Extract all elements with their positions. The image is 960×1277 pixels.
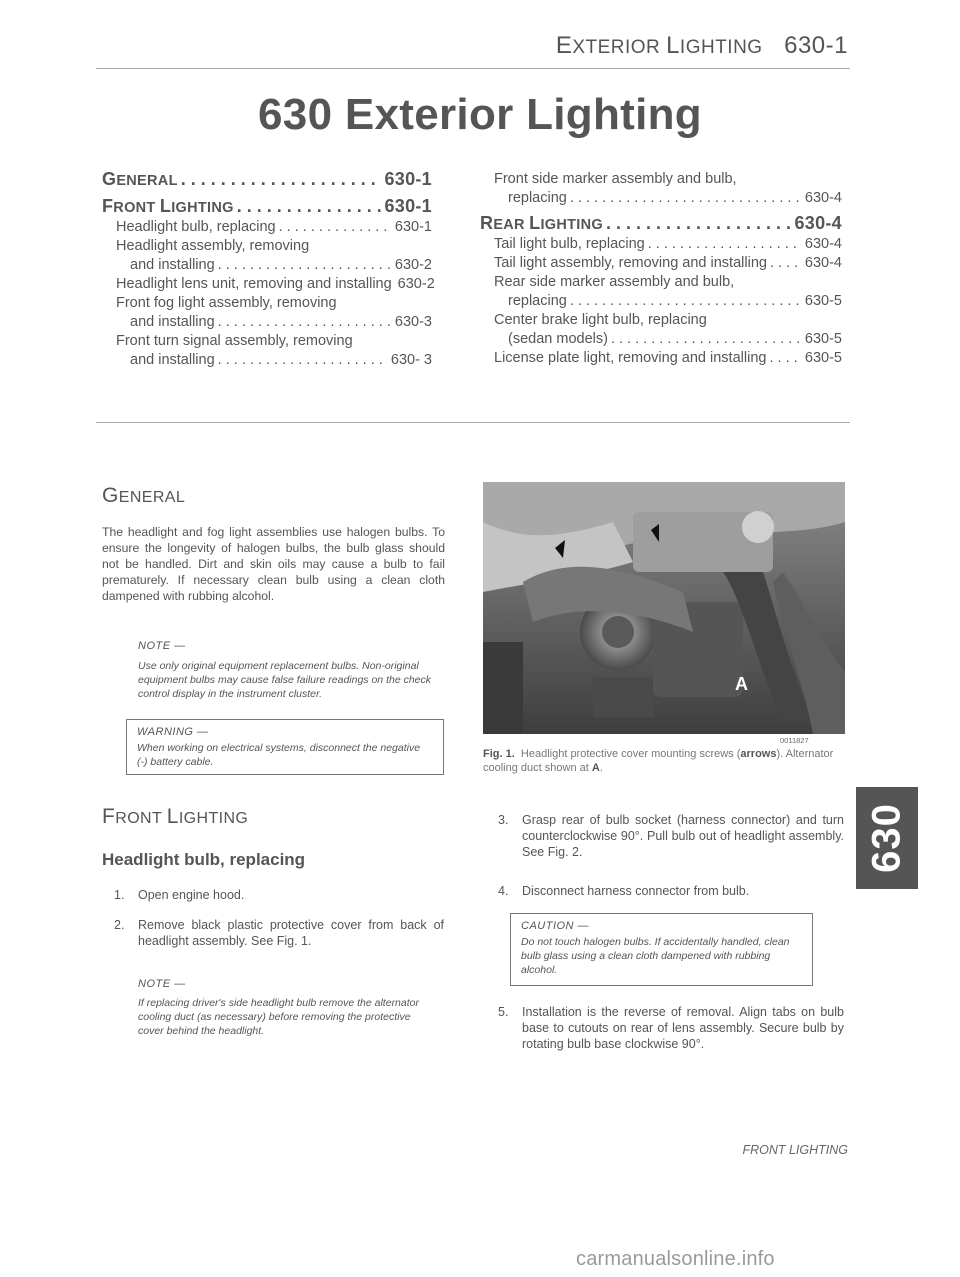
toc-page-number: 630-5 <box>804 331 842 347</box>
toc-entry-text: Tail light assembly, removing and installing <box>494 255 767 271</box>
heading-cap: G <box>102 169 117 189</box>
toc-entry <box>102 294 432 332</box>
toc-entry <box>102 332 432 370</box>
step-2 <box>114 917 444 949</box>
toc-line <box>494 349 842 368</box>
toc-entry <box>480 349 842 368</box>
toc-entry <box>480 254 842 273</box>
heading-small: RONT <box>115 810 167 827</box>
toc-entry <box>102 218 432 237</box>
toc-entry-text: (sedan models) <box>508 331 608 347</box>
toc-entry-text: Rear side marker assembly and bulb, <box>494 274 735 290</box>
heading-cap: L <box>159 196 172 216</box>
toc-entry-text: and installing <box>130 314 215 330</box>
step-3 <box>498 812 844 860</box>
heading-small: ENERAL <box>118 489 186 506</box>
engine-bay-photo <box>483 482 845 734</box>
toc-line <box>116 332 432 351</box>
heading-cap: L <box>166 805 179 828</box>
toc-line <box>116 313 432 332</box>
front-lighting-heading <box>102 805 248 829</box>
caption-bold: arrows <box>740 748 777 760</box>
caption-text: Headlight protective cover mounting screws ( <box>520 748 741 760</box>
toc-left-column <box>102 169 435 370</box>
caption-bold: A <box>591 762 600 774</box>
toc-line <box>494 170 842 189</box>
step-1 <box>114 887 444 903</box>
heading-cap: F <box>102 805 116 828</box>
step-number: 2. <box>114 918 125 932</box>
toc-page-number: 630-4 <box>804 236 842 252</box>
toc-line <box>494 330 842 349</box>
running-header <box>556 32 848 60</box>
running-title-small: IGHTING <box>679 37 763 58</box>
toc-right-column <box>480 170 842 368</box>
toc-page-number: 630-5 <box>804 350 842 366</box>
heading-cap: R <box>480 213 494 233</box>
heading-small: IGHTING <box>171 200 234 216</box>
toc-page-number: 630-2 <box>397 276 435 292</box>
toc-leader-dots <box>279 218 392 237</box>
headlight-bulb-subheading: Headlight bulb, replacing <box>102 850 306 869</box>
page-number: 630-1 <box>784 32 848 59</box>
toc-line <box>116 275 435 294</box>
toc-section-heading <box>480 214 842 235</box>
toc-leader-dots <box>611 330 802 349</box>
toc-line <box>494 311 842 330</box>
toc-section-heading <box>102 170 432 191</box>
toc-page-number: 630-2 <box>394 257 432 273</box>
heading-cap: L <box>529 213 541 233</box>
toc-leader-dots <box>570 189 802 208</box>
toc-entry-text: replacing <box>508 190 567 206</box>
toc-leader-dots <box>769 349 801 368</box>
running-title-cap: L <box>666 32 680 59</box>
toc-line <box>116 237 432 256</box>
toc-line <box>494 235 842 254</box>
header-divider <box>96 68 850 69</box>
toc-entry-text: Tail light bulb, replacing <box>494 236 645 252</box>
toc-entry <box>102 237 432 275</box>
toc-leader-dots <box>770 254 802 273</box>
toc-entry-text: and installing <box>130 352 215 368</box>
toc-entry-text: Headlight assembly, removing <box>116 238 310 254</box>
toc-entry <box>480 170 842 208</box>
toc-leader-dots <box>606 214 791 233</box>
step-5 <box>498 1004 844 1052</box>
heading-small: IGHTING <box>178 810 249 827</box>
warning-text: When working on electrical systems, disconnect the negative (-) battery cable. <box>137 742 421 768</box>
toc-page-number: 630-1 <box>394 219 432 235</box>
toc-page-number: 630-3 <box>394 314 432 330</box>
heading-cap: F <box>102 196 114 216</box>
toc-line <box>116 294 432 313</box>
toc-entry-text: replacing <box>508 293 567 309</box>
running-title-cap: E <box>555 32 573 59</box>
toc-line <box>494 189 842 208</box>
toc-line <box>116 218 432 237</box>
warning-box <box>126 719 444 775</box>
toc-leader-dots <box>237 197 382 216</box>
toc-line <box>480 214 842 235</box>
note-label: NOTE — <box>138 978 186 990</box>
toc-entry <box>102 275 435 294</box>
toc-entry-text: Headlight bulb, replacing <box>116 219 276 235</box>
toc-heading-text <box>102 170 178 191</box>
toc-entry <box>480 273 842 311</box>
heading-cap: G <box>102 484 119 507</box>
toc-leader-dots <box>181 170 382 189</box>
toc-entry-text: Front turn signal assembly, removing <box>116 333 353 349</box>
watermark: carmanualsonline.info <box>576 1248 775 1270</box>
toc-entry-text: Center brake light bulb, replacing <box>494 312 707 328</box>
toc-entry-text: License plate light, removing and installing <box>494 350 767 366</box>
toc-page-number: 630-5 <box>804 293 842 309</box>
general-heading <box>102 484 185 508</box>
toc-line <box>102 170 432 191</box>
toc-leader-dots <box>218 256 392 275</box>
toc-entry <box>480 311 842 349</box>
engine-bay-illustration <box>483 482 845 734</box>
step-text: Open engine hood. <box>138 888 245 902</box>
step-4 <box>498 883 844 899</box>
toc-entry-text: Headlight lens unit, removing and installing <box>116 276 392 292</box>
toc-page-number: 630-4 <box>794 213 842 233</box>
side-tab-label: 630 <box>864 803 909 873</box>
toc-page-number: 630-4 <box>804 190 842 206</box>
step-text: Installation is the reverse of removal. Align tabs on bulb base to cutouts on rear of lens assembly. Secure bulb by rotating bulb base clockwise 90°. <box>522 1005 844 1051</box>
heading-small: RONT <box>113 200 160 216</box>
toc-line <box>116 256 432 275</box>
chapter-title: 630 Exterior Lighting <box>258 90 702 139</box>
toc-line <box>102 197 432 218</box>
caution-text: Do not touch halogen bulbs. If accidentally handled, clean bulb glass using a clean cloth dampened with rubbing alcohol. <box>521 936 790 976</box>
figure-caption <box>483 747 845 775</box>
step-number: 4. <box>498 884 509 898</box>
toc-leader-dots <box>648 235 802 254</box>
step-text: Grasp rear of bulb socket (harness connector) and turn counterclockwise 90°. Pull bulb out of headlight assembly. See Fig. 2. <box>522 813 844 859</box>
toc-line <box>494 273 842 292</box>
warning-label: WARNING — <box>137 726 209 738</box>
toc-entry-text: Front fog light assembly, removing <box>116 295 337 311</box>
toc-entry-text: Front side marker assembly and bulb, <box>494 171 737 187</box>
caption-label: Fig. 1. <box>483 748 515 760</box>
step-number: 5. <box>498 1005 509 1019</box>
toc-entry <box>480 235 842 254</box>
toc-page-number: 630-1 <box>384 196 432 216</box>
toc-line <box>494 292 842 311</box>
toc-leader-dots <box>218 351 388 370</box>
toc-line <box>494 254 842 273</box>
caution-box <box>510 913 813 986</box>
note-label: NOTE — <box>138 640 186 652</box>
step-text: Remove black plastic protective cover from back of headlight assembly. See Fig. 1. <box>138 918 444 948</box>
toc-heading-text <box>480 214 603 235</box>
figure-callout-a: A <box>735 674 748 694</box>
toc-section-heading <box>102 197 432 218</box>
running-footer: FRONT LIGHTING <box>742 1143 848 1157</box>
toc-entry-text: and installing <box>130 257 215 273</box>
note-text: If replacing driver's side headlight bulb remove the alternator cooling duct (as necessary) before removing the protective cover behind the headlight. <box>138 997 419 1037</box>
note-text: Use only original equipment replacement bulbs. Non-original equipment bulbs may cause false failure readings on the check control display in the instrument cluster. <box>138 660 432 700</box>
toc-leader-dots <box>570 292 802 311</box>
chapter-side-tab <box>856 787 918 889</box>
toc-page-number: 630- 3 <box>390 352 432 368</box>
toc-heading-text <box>102 197 234 218</box>
toc-page-number: 630-4 <box>804 255 842 271</box>
heading-small: ENERAL <box>116 173 178 189</box>
caution-label: CAUTION — <box>521 920 590 932</box>
step-number: 1. <box>114 888 125 902</box>
general-paragraph: The headlight and fog light assemblies use halogen bulbs. To ensure the longevity of halogen bulbs, the bulb glass should not be handled. Dirt and skin oils may cause a bulb to fail prematurely. If necessary clean bulb using a clean cloth dampened with rubbing alcohol. <box>102 525 445 603</box>
figure-id: 0011827 <box>780 736 809 745</box>
running-title-small: XTERIOR <box>572 37 667 58</box>
toc-line <box>116 351 432 370</box>
caption-text: . <box>599 762 603 774</box>
heading-small: IGHTING <box>540 217 603 233</box>
toc-page-number: 630-1 <box>384 169 432 189</box>
step-number: 3. <box>498 813 509 827</box>
step-text: Disconnect harness connector from bulb. <box>522 884 750 898</box>
caption-text: ). Alternator cooling duct shown at <box>483 748 834 774</box>
heading-small: EAR <box>493 217 530 233</box>
toc-divider <box>96 422 850 423</box>
toc-leader-dots <box>218 313 392 332</box>
